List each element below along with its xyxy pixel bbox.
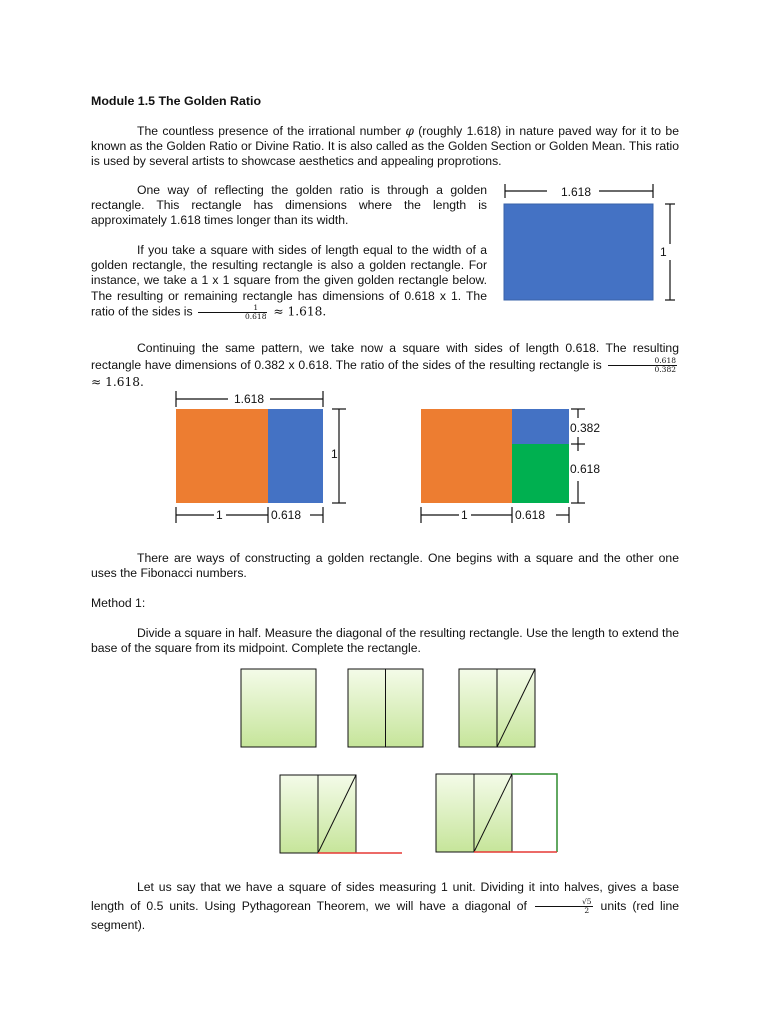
step1-square xyxy=(241,669,316,747)
golden-rectangle-paragraph: One way of reflecting the golden ratio is through a golden rectangle. This rectangle has dimensions where the length is approximately 1.618 times longer than its width. xyxy=(91,183,487,228)
phi-symbol: φ xyxy=(405,124,414,138)
method-label: Method 1: xyxy=(91,596,146,610)
fig2-width-label: 1 xyxy=(331,447,338,461)
fig3-bottom-label: 0.618 xyxy=(570,462,601,476)
method-paragraph: Divide a square in half. Measure the diagonal of the resulting rectangle. Use the length to extend the base of the square from its midpoint. Complete the rectangle. xyxy=(91,626,679,656)
intro-paragraph: The countless presence of the irrational number φ (roughly 1.618) in nature paved way for it to be known as the Golden Ratio or Divine Ratio. It is also called as the Golden Section or Golden Mean. This ratio is used by several artists to showcase aesthetics and appealing proprotions. xyxy=(91,124,679,169)
blue-small-rectangle xyxy=(512,409,569,444)
fig2-square-label: 1 xyxy=(216,508,223,522)
fig3-square-label: 1 xyxy=(461,508,468,522)
fig2-length-label: 1.618 xyxy=(234,392,265,406)
square-removal-figure xyxy=(170,385,360,530)
golden-rectangle-figure xyxy=(495,178,695,308)
fig1-length-label: 1.618 xyxy=(561,185,592,199)
green-square xyxy=(512,444,569,503)
blue-rectangle xyxy=(268,409,323,503)
ratio-fraction-2: $\frac{0.618}{0.382}$ xyxy=(608,357,677,374)
diagonal-fraction: $\frac{√5}{2}$ xyxy=(535,898,593,915)
continuing-paragraph: Continuing the same pattern, we take now a square with sides of length 0.618. The resulting rectangle have dimensions of 0.382 x 0.618. The ratio of the sides of the resulting rectangle is $\frac{0.618}{0.382}$ ≈ 1.618. xyxy=(91,341,679,390)
fig2-remainder-label: 0.618 xyxy=(271,508,302,522)
fig1-width-label: 1 xyxy=(660,245,667,259)
pythagorean-paragraph: Let us say that we have a square of sides measuring 1 unit. Dividing it into halves, gives a base length of 0.5 units. Using Pythagorean Theorem, we will have a diagonal of $\frac{√5}{2}$ units (red line segment). xyxy=(91,880,679,932)
golden-rectangle xyxy=(504,204,653,300)
construction-paragraph: There are ways of constructing a golden rectangle. One begins with a square and the other one uses the Fibonacci numbers. xyxy=(91,551,679,581)
orange-square-2 xyxy=(421,409,512,503)
square-removal-paragraph: If you take a square with sides of length equal to the width of a golden rectangle, the resulting rectangle is also a golden rectangle. For instance, we take a 1 x 1 square from the given golden rectangle below. The resulting or remaining rectangle has dimensions of 0.618 x 1. The ratio of the sides is $\frac{1}{0.618}$ ≈ 1.618. xyxy=(91,243,487,321)
page-title: Module 1.5 The Golden Ratio xyxy=(91,94,262,108)
step5-green-completion xyxy=(512,774,557,852)
nested-golden-figure xyxy=(415,385,615,530)
orange-square xyxy=(176,409,268,503)
fig3-remainder-label: 0.618 xyxy=(515,508,546,522)
fig3-top-label: 0.382 xyxy=(570,421,601,435)
method-figures xyxy=(230,660,570,860)
ratio-fraction: $\frac{1}{0.618}$ xyxy=(198,304,267,321)
